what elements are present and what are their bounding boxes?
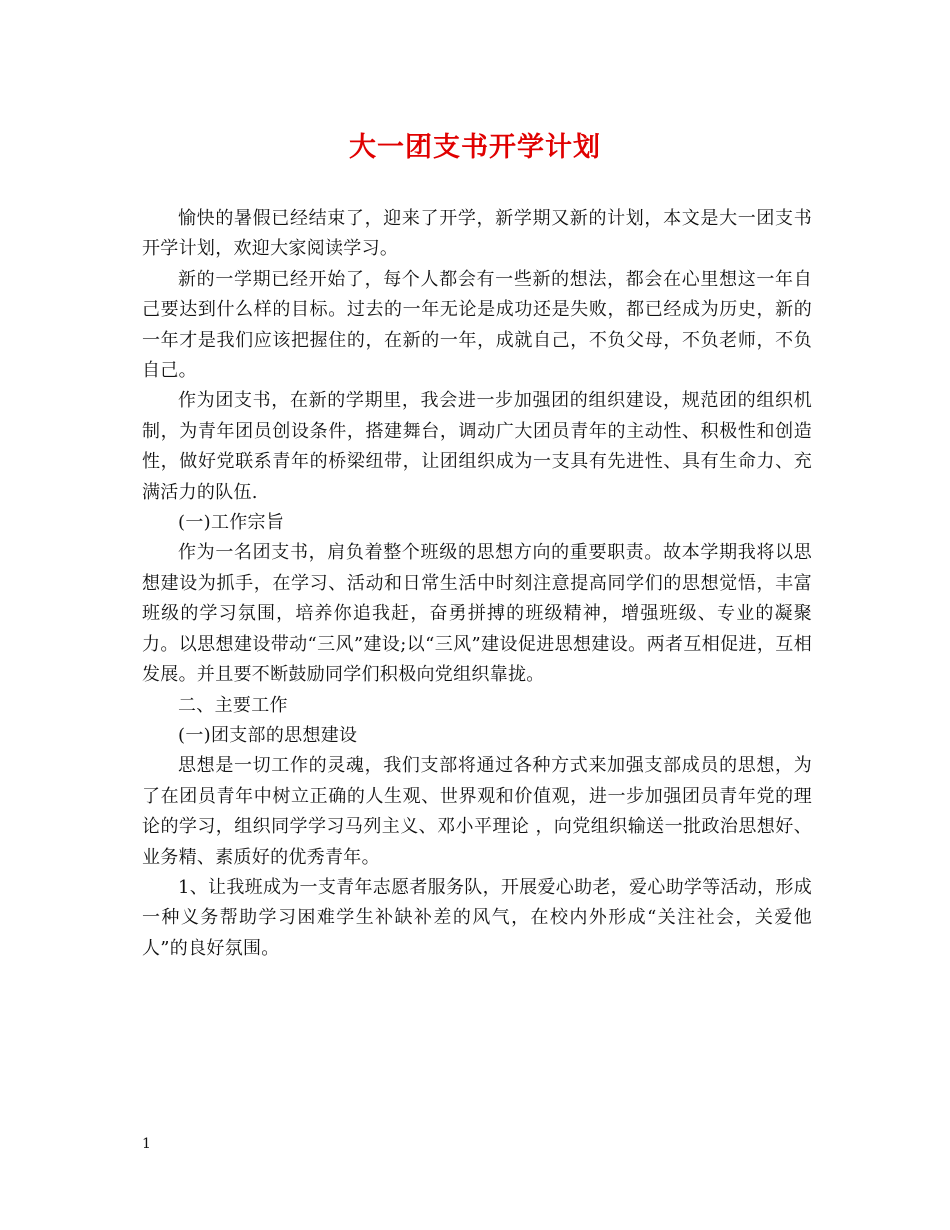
paragraph-new-semester: 新的一学期已经开始了，每个人都会有一些新的想法，都会在心里想这一年自己要达到什么样的目标。过去的一年无论是成功还是失败，都已经成为历史，新的一年才是我们应该把握住的，在新的一年，成就自己，不负父母，不负老师，不负自己。 [142,268,812,382]
paragraph-intro: 愉快的暑假已经结束了，迎来了开学，新学期又新的计划，本文是大一团支书开学计划，欢迎大家阅读学习。 [142,208,812,260]
paragraph-volunteer: 1、让我班成为一支青年志愿者服务队，开展爱心助老，爱心助学等活动，形成一种义务帮助学习困难学生补缺补差的风气，在校内外形成“关注社会，关爱他人”的良好氛围。 [142,876,812,959]
paragraph-purpose: 作为一名团支书，肩负着整个班级的思想方向的重要职责。故本学期我将以思想建设为抓手，在学习、活动和日常生活中时刻注意提高同学们的思想觉悟，丰富班级的学习氛围，培养你追我赶，奋勇拼搏的班级精神，增强班级、专业的凝聚力。以思想建设带动“三风”建设;以“三风”建设促进思想建设。两者互相促进，互相发展。并且要不断鼓励同学们积极向党组织靠拢。 [142,542,812,686]
document-title: 大一团支书开学计划 [349,132,601,163]
paragraph-ideology: 思想是一切工作的灵魂，我们支部将通过各种方式来加强支部成员的思想，为了在团员青年中树立正确的人生观、世界观和价值观，进一步加强团员青年党的理论的学习，组织同学学习马列主义、邓小平理论 ，向党组织输送一批政治思想好、业务精、素质好的优秀青年。 [142,755,812,868]
page-number: 1 [142,1136,151,1152]
section-heading-ideology: (一)团支部的思想建设 [178,724,358,746]
section-heading-purpose: (一)工作宗旨 [178,512,285,534]
section-heading-main-work: 二、主要工作 [178,694,288,716]
document-body [142,204,812,964]
paragraph-role: 作为团支书，在新的学期里，我会进一步加强团的组织建设，规范团的组织机制，为青年团员创设条件，搭建舞台，调动广大团员青年的主动性、积极性和创造性，做好党联系青年的桥梁纽带，让团组织成为一支具有先进性、具有生命力、充满活力的队伍. [142,390,812,503]
